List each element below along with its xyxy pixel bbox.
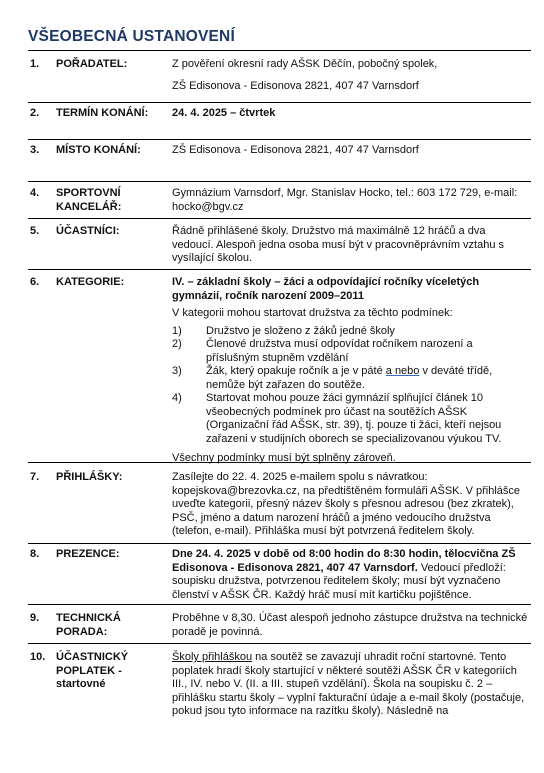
section-number: 2.	[30, 107, 40, 119]
section-body: Gymnázium Varnsdorf, Mgr. Stanislav Hocko, tel.: 603 172 729, e-mail: hocko@bgv.cz	[172, 187, 518, 213]
section-fee	[28, 651, 531, 751]
section-label: MÍSTO KONÁNÍ:	[56, 144, 141, 156]
list-text: Družstvo je složeno z žáků jedné školy	[206, 324, 395, 337]
registration-text: Vedoucí předloží: soupisku družstva, potvrzenou ředitelem školy; musí být vyznačeno členství v AŠSK ČR. Každý hráč musí mít kartičku pojištěnce.	[172, 561, 506, 601]
list-text	[206, 365, 528, 392]
section-number: 1.	[30, 58, 40, 70]
section-body	[172, 548, 528, 602]
list-text: Startovat mohou pouze žáci gymnázií splňující článek 10 všeobecných podmínek pro účast na soutěžích AŠSK (Organizační řád AŠSK, str. 39), tj. pouze ti žáci, kteří nejsou zařazeni v studijních oborech se specializovanou výukou TV.	[206, 392, 502, 445]
registration-time: Dne 24. 4. 2025 v době od 8:00 hodin do 8:30 hodin, tělocvična ZŠ Edisonova - Edisonova 2821, 407 47 Varnsdorf.	[172, 548, 516, 574]
section-number: 9.	[30, 612, 40, 624]
section-label: ÚČASTNICKÝ POPLATEK - startovné	[56, 651, 129, 690]
underlined-phrase: a nebo	[385, 365, 420, 377]
section-number: 4.	[30, 187, 40, 199]
section-body: 24. 4. 2025 – čtvrtek	[172, 107, 276, 119]
category-heading: IV. – základní školy – žáci a odpovídající ročníky víceletých gymnázií, ročník narození 2009–2011	[172, 276, 480, 302]
section-number: 10.	[30, 651, 46, 663]
list-number: 1)	[172, 324, 182, 337]
organizer-line-1: Z pověření okresní rady AŠSK Děčín, pobočný spolek,	[172, 58, 438, 70]
section-date	[28, 107, 531, 140]
list-item	[172, 365, 528, 392]
conditions-list	[172, 325, 528, 447]
section-label: PREZENCE:	[56, 548, 120, 560]
section-registration	[28, 548, 531, 605]
page-title: VŠEOBECNÁ USTANOVENÍ	[28, 28, 235, 45]
section-body	[172, 276, 528, 466]
list-item	[172, 338, 528, 365]
list-item	[172, 392, 528, 446]
organizer-line-2: ZŠ Edisonova - Edisonova 2821, 407 47 Varnsdorf	[172, 79, 419, 92]
section-label: KATEGORIE:	[56, 276, 125, 288]
section-organizer	[28, 58, 531, 103]
list-number: 2)	[172, 338, 182, 350]
section-body	[172, 651, 528, 719]
section-label: SPORTOVNÍ KANCELÁŘ:	[56, 187, 122, 213]
section-applications	[28, 471, 531, 544]
section-body: Řádně přihlášené školy. Družstvo má maximálně 12 hráčů a dva vedoucí. Alespoň jedna osoba musí být v pracovněprávním vztahu s vysílající školou.	[172, 225, 505, 264]
category-intro: V kategorii mohou startovat družstva za těchto podmínek:	[172, 307, 453, 319]
section-office	[28, 187, 531, 219]
section-label: TERMÍN KONÁNÍ:	[56, 107, 149, 119]
category-footer: Všechny podmínky musí být splněny zároveň.	[172, 452, 396, 464]
section-category	[28, 276, 531, 463]
section-number: 8.	[30, 548, 40, 560]
section-body: Proběhne v 8,30. Účast alespoň jednoho zástupce družstva na technické poradě je povinná.	[172, 612, 528, 638]
section-number: 3.	[30, 144, 40, 156]
list-number: 4)	[172, 392, 182, 404]
section-body: ZŠ Edisonova - Edisonova 2821, 407 47 Varnsdorf	[172, 144, 419, 156]
section-body	[172, 58, 528, 93]
section-participants	[28, 225, 531, 270]
list-number: 3)	[172, 365, 182, 377]
list-text-part: Žák, který opakuje ročník a je v páté	[206, 365, 386, 377]
list-text: Členové družstva musí odpovídat ročníkem narození a příslušným stupněm vzdělání	[206, 338, 473, 364]
section-venue	[28, 144, 531, 182]
section-label: POŘADATEL:	[56, 58, 128, 70]
section-number: 5.	[30, 225, 40, 237]
section-number: 7.	[30, 471, 40, 483]
section-label: TECHNICKÁ PORADA:	[56, 612, 121, 638]
section-label: ÚČASTNÍCI:	[56, 225, 120, 237]
section-label: PŘIHLÁŠKY:	[56, 471, 123, 483]
list-item	[172, 325, 528, 339]
fee-underlined: Školy přihláškou	[172, 651, 253, 663]
section-body: Zasílejte do 22. 4. 2025 e-mailem spolu s návratkou: kopejskova@brezovka.cz, na předtištěném formuláři AŠSK. V přihlášce uveďte kategorii, přesný název školy s přesnou adresou (bez zkratek), PSČ, jméno a datum narození hráčů a jméno vedoucího družstva (telefon, e-mail). Přihláška musí být potvrzená ředitelem školy.	[172, 471, 521, 537]
section-meeting	[28, 612, 531, 644]
list-text-part: v deváté třídě, nemůže být zařazen do soutěže.	[206, 365, 493, 391]
fee-text: na soutěž se zavazují uhradit roční startovné. Tento poplatek hradí školy startující v některé soutěži AŠSK ČR v kategoriích III., IV. nebo V. (II. a III. stupeň vzdělání). Škola na soupisku č. 2 – přihlášku startu školy – vyplní fakturační údaje a e-mail školy (postačuje, pokud jsou tyto informace na razítku školy). Následně na	[172, 651, 525, 717]
title-divider	[28, 50, 531, 51]
section-number: 6.	[30, 276, 40, 288]
